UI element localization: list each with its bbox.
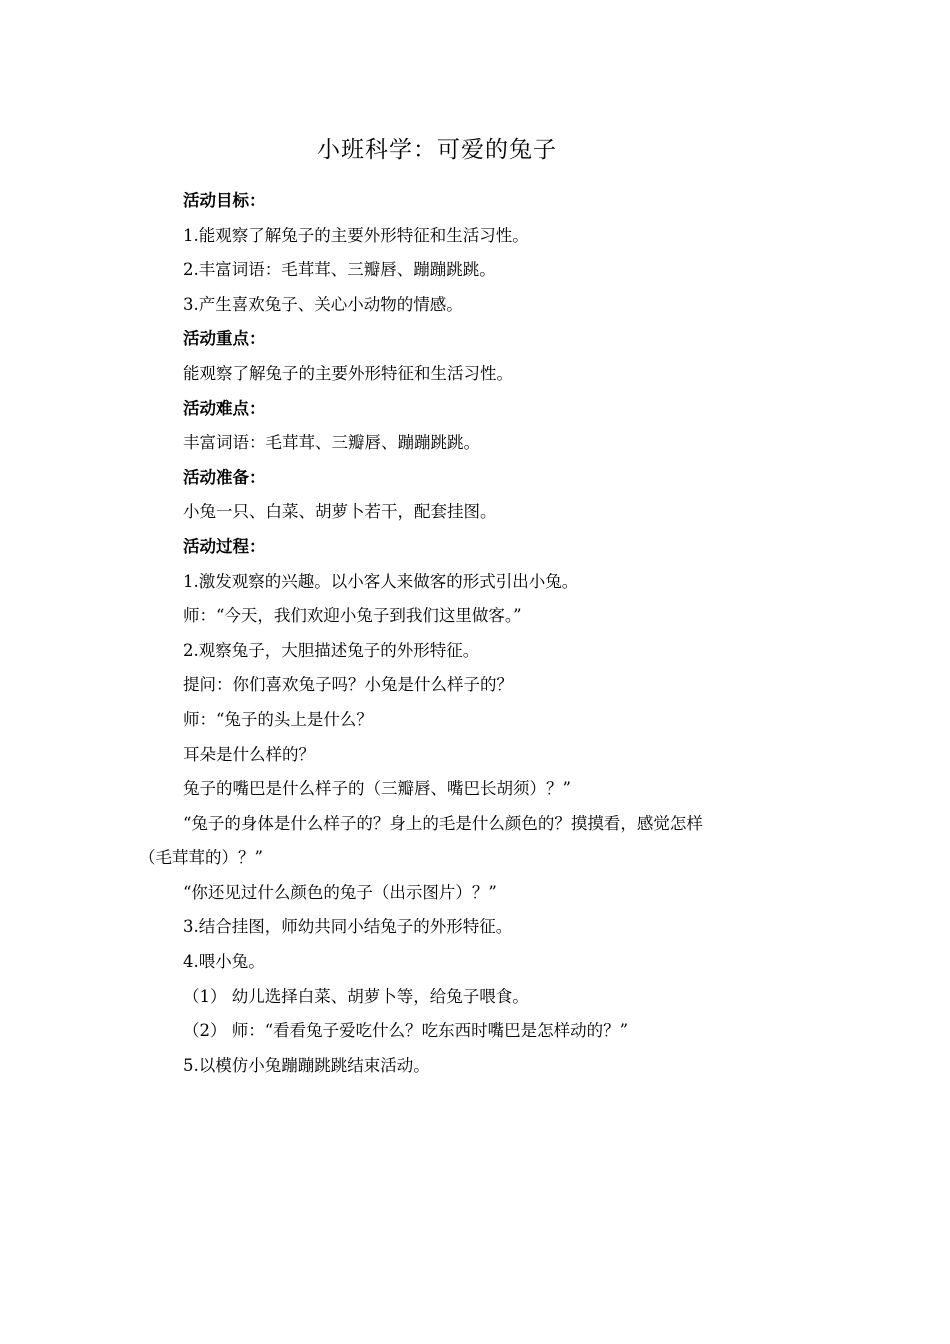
preparation-text: 小兔一只、白菜、胡萝卜若干，配套挂图。 — [183, 502, 497, 522]
process-item-long-line-1: “兔子的身体是什么样子的？身上的毛是什么颜色的？摸摸看，感觉怎样 — [183, 813, 703, 833]
section-heading-preparation: 活动准备： — [183, 467, 266, 487]
goal-item: 2.丰富词语：毛茸茸、三瓣唇、蹦蹦跳跳。 — [183, 260, 496, 280]
goal-item: 1.能观察了解兔子的主要外形特征和生活习性。 — [183, 225, 529, 245]
process-item: 4.喂小兔。 — [183, 952, 265, 972]
process-item: （2） 师：“看看兔子爱吃什么？吃东西时嘴巴是怎样动的？” — [183, 1021, 629, 1041]
process-item: （1） 幼儿选择白菜、胡萝卜等，给兔子喂食。 — [183, 986, 529, 1006]
process-item: 2.观察兔子，大胆描述兔子的外形特征。 — [183, 640, 480, 660]
process-item: 耳朵是什么样的？ — [183, 744, 315, 764]
document-body — [139, 184, 813, 1083]
section-heading-process: 活动过程： — [183, 536, 266, 556]
focus-text: 能观察了解兔子的主要外形特征和生活习性。 — [183, 363, 513, 383]
difficulty-text: 丰富词语：毛茸茸、三瓣唇、蹦蹦跳跳。 — [183, 433, 480, 453]
process-item-long-line-2: （毛茸茸的）？” — [139, 848, 263, 868]
section-heading-focus: 活动重点： — [183, 329, 266, 349]
section-heading-difficulty: 活动难点： — [183, 398, 266, 418]
process-item: 5.以模仿小兔蹦蹦跳跳结束活动。 — [183, 1055, 430, 1075]
process-item: 兔子的嘴巴是什么样子的（三瓣唇、嘴巴长胡须）？” — [183, 779, 571, 799]
process-item: 师：“今天，我们欢迎小兔子到我们这里做客。” — [183, 606, 522, 626]
process-item: 提问：你们喜欢兔子吗？小兔是什么样子的？ — [183, 675, 513, 695]
process-item: 3.结合挂图，师幼共同小结兔子的外形特征。 — [183, 917, 513, 937]
page-title: 小班科学：可爱的兔子 — [317, 137, 557, 163]
section-heading-goals: 活动目标： — [183, 191, 266, 210]
process-item: “你还见过什么颜色的兔子（出示图片）？” — [183, 882, 497, 902]
process-item: 1.激发观察的兴趣。以小客人来做客的形式引出小兔。 — [183, 571, 579, 591]
process-item: 师：“兔子的头上是什么？ — [183, 709, 373, 729]
goal-item: 3.产生喜欢兔子、关心小动物的情感。 — [183, 294, 463, 314]
